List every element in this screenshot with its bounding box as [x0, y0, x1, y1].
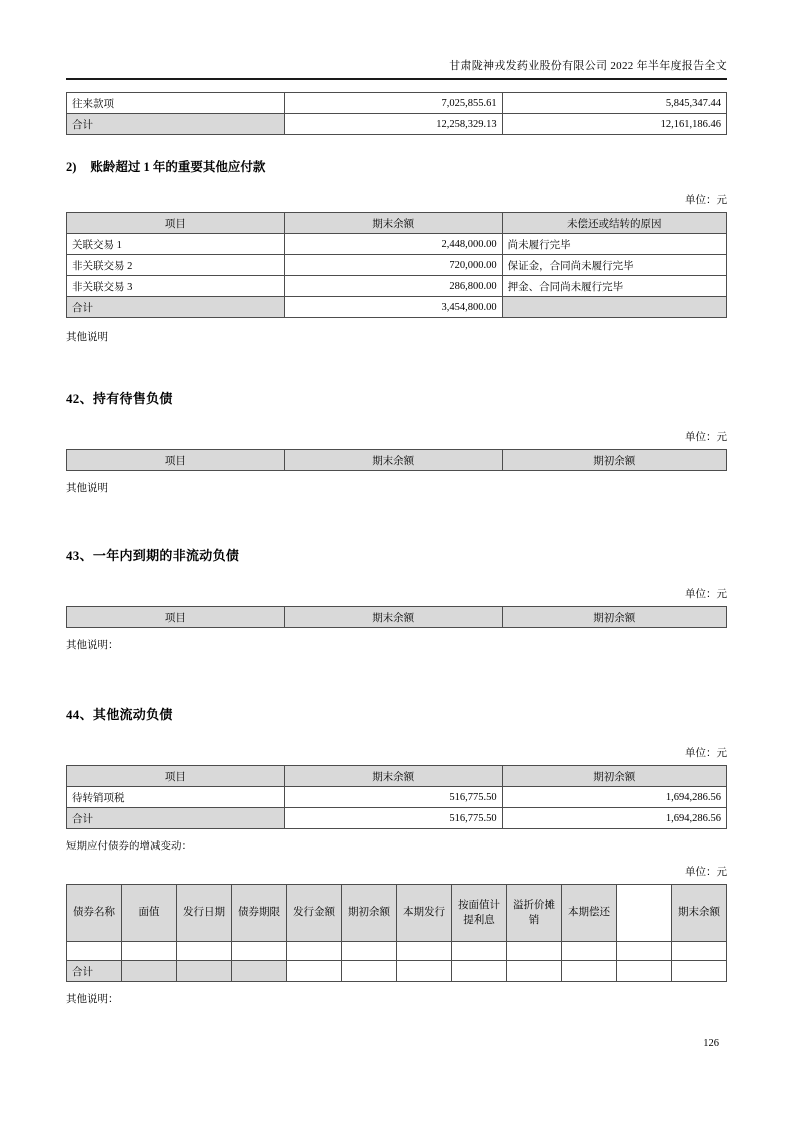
column-header-item: 项目	[67, 766, 285, 787]
cell-item: 关联交易 1	[67, 234, 285, 255]
held-for-sale-liabilities-table	[66, 449, 727, 471]
empty-cell	[617, 961, 672, 982]
cell-reason: 尚未履行完毕	[502, 234, 726, 255]
empty-cell	[67, 942, 122, 961]
section-title-text: 账龄超过 1 年的重要其他应付款	[90, 160, 266, 174]
cell-ending-balance: 516,775.50	[284, 808, 502, 829]
short-term-bonds-table	[66, 884, 727, 982]
column-header-issue-amount: 发行金额	[287, 885, 342, 942]
cell-ending-balance: 720,000.00	[284, 255, 502, 276]
column-header-premium-discount-amortization: 溢折价摊销	[507, 885, 562, 942]
column-header-bond-term: 债券期限	[232, 885, 287, 942]
section-title-44: 44、其他流动负债	[66, 707, 173, 722]
cell-ending-balance: 3,454,800.00	[284, 297, 502, 318]
cell-reason: 保证金，合同尚未履行完毕	[502, 255, 726, 276]
section-title-aging-payables	[66, 157, 727, 175]
cell-item: 非关联交易 2	[67, 255, 285, 276]
table-row-total	[67, 808, 727, 829]
unit-label: 单位：元	[685, 589, 727, 600]
cell-beginning-balance: 5,845,347.44	[502, 93, 726, 114]
unit-label: 单位：元	[685, 867, 727, 878]
table-row	[67, 93, 727, 114]
unit-label: 单位：元	[685, 432, 727, 443]
empty-cell	[342, 961, 397, 982]
empty-cell	[617, 942, 672, 961]
column-header-ending-balance: 期末余额	[284, 450, 502, 471]
table-header-row	[67, 213, 727, 234]
other-notes-label: 其他说明	[66, 332, 108, 343]
column-header-bond-name: 债券名称	[67, 885, 122, 942]
column-header-ending-balance: 期末余额	[672, 885, 727, 942]
empty-cell	[232, 942, 287, 961]
empty-cell	[177, 961, 232, 982]
table-row-total	[67, 114, 727, 135]
column-header-repaid-this-period: 本期偿还	[562, 885, 617, 942]
column-header-issue-date: 发行日期	[177, 885, 232, 942]
cell-reason	[502, 297, 726, 318]
cell-ending-balance: 2,448,000.00	[284, 234, 502, 255]
table-header-row	[67, 766, 727, 787]
unit-label: 单位：元	[685, 195, 727, 206]
document-header-title: 甘肃陇神戎发药业股份有限公司 2022 年半年度报告全文	[449, 60, 727, 72]
column-header-beginning-balance: 期初余额	[502, 607, 726, 628]
other-notes-label: 其他说明	[66, 483, 108, 494]
table-row	[67, 234, 727, 255]
cell-ending-balance: 286,800.00	[284, 276, 502, 297]
section-title-43: 43、一年内到期的非流动负债	[66, 548, 240, 563]
column-header-item: 项目	[67, 607, 285, 628]
empty-cell	[562, 942, 617, 961]
cell-beginning-balance: 12,161,186.46	[502, 114, 726, 135]
empty-cell	[122, 961, 177, 982]
table-header-row	[67, 450, 727, 471]
cell-beginning-balance: 1,694,286.56	[502, 787, 726, 808]
section-title-42: 42、持有待售负债	[66, 391, 173, 406]
empty-cell	[452, 961, 507, 982]
empty-cell	[397, 942, 452, 961]
table-row-empty	[67, 942, 727, 961]
other-notes-label: 其他说明：	[66, 640, 119, 651]
empty-cell	[232, 961, 287, 982]
empty-cell	[342, 942, 397, 961]
cell-beginning-balance: 1,694,286.56	[502, 808, 726, 829]
column-header-face-value: 面值	[122, 885, 177, 942]
column-header-interest-at-face-value: 按面值计提利息	[452, 885, 507, 942]
empty-cell	[397, 961, 452, 982]
column-header-reason: 未偿还或结转的原因	[502, 213, 726, 234]
column-header-beginning-balance: 期初余额	[342, 885, 397, 942]
column-header-ending-balance: 期末余额	[284, 766, 502, 787]
column-header-issued-this-period: 本期发行	[397, 885, 452, 942]
other-notes-label: 其他说明：	[66, 994, 119, 1005]
cell-total-label: 合计	[67, 297, 285, 318]
cell-total-label: 合计	[67, 114, 285, 135]
column-header-item: 项目	[67, 213, 285, 234]
empty-cell	[287, 942, 342, 961]
document-header	[66, 57, 727, 80]
column-header-ending-balance: 期末余额	[284, 607, 502, 628]
cell-ending-balance: 7,025,855.61	[284, 93, 502, 114]
empty-cell	[122, 942, 177, 961]
column-header-item: 项目	[67, 450, 285, 471]
section-number: 2)	[66, 160, 77, 174]
bonds-change-caption: 短期应付债券的增减变动：	[66, 841, 192, 852]
cell-total-label: 合计	[67, 808, 285, 829]
column-header-blank	[617, 885, 672, 942]
cell-total-label: 合计	[67, 961, 122, 982]
page-content	[66, 0, 727, 1006]
unit-label: 单位：元	[685, 748, 727, 759]
empty-cell	[177, 942, 232, 961]
table-row-total	[67, 297, 727, 318]
column-header-beginning-balance: 期初余额	[502, 766, 726, 787]
page-number: 126	[703, 1038, 719, 1049]
cell-ending-balance: 516,775.50	[284, 787, 502, 808]
empty-cell	[507, 942, 562, 961]
column-header-beginning-balance: 期初余额	[502, 450, 726, 471]
table-header-row	[67, 607, 727, 628]
column-header-ending-balance: 期末余额	[284, 213, 502, 234]
empty-cell	[287, 961, 342, 982]
empty-cell	[507, 961, 562, 982]
aging-payables-table	[66, 212, 727, 318]
cell-item: 非关联交易 3	[67, 276, 285, 297]
cell-item: 待转销项税	[67, 787, 285, 808]
empty-cell	[452, 942, 507, 961]
table-row	[67, 787, 727, 808]
cell-item: 往来款项	[67, 93, 285, 114]
cell-reason: 押金、合同尚未履行完毕	[502, 276, 726, 297]
empty-cell	[672, 961, 727, 982]
empty-cell	[562, 961, 617, 982]
other-current-liabilities-table	[66, 765, 727, 829]
noncurrent-liabilities-due-table	[66, 606, 727, 628]
table-row-total	[67, 961, 727, 982]
table-row	[67, 276, 727, 297]
cell-ending-balance: 12,258,329.13	[284, 114, 502, 135]
carryover-table	[66, 92, 727, 135]
empty-cell	[672, 942, 727, 961]
table-row	[67, 255, 727, 276]
table-header-row	[67, 885, 727, 942]
